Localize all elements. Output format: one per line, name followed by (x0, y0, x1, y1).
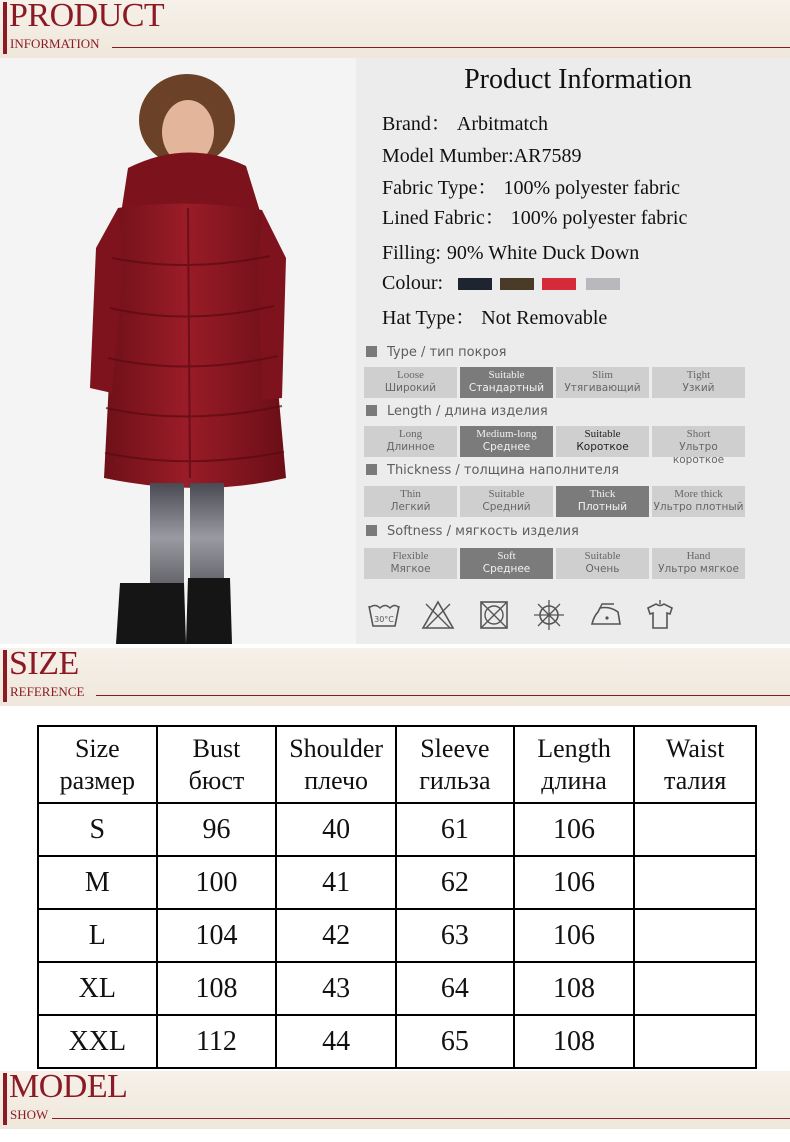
fabric-type-value: 100% polyester fabric (503, 177, 681, 199)
banner-title: PRODUCT (9, 0, 165, 34)
option-ru: Узкий (682, 382, 715, 394)
option-ru: Длинное (386, 441, 435, 453)
wash-temperature: 30°C (374, 615, 394, 624)
bust-cell: 104 (157, 909, 277, 962)
header-length (514, 726, 635, 803)
option-ru: Средний (482, 501, 531, 513)
table-row (38, 909, 756, 962)
wash-30-icon (366, 598, 402, 632)
hat-type-label: Hat Type： (382, 307, 476, 329)
header-ru: размер (59, 765, 136, 795)
sleeve-cell: 61 (396, 803, 514, 856)
waist-cell (634, 1015, 756, 1068)
colour-label: Colour: (382, 272, 444, 294)
header-ru: гильза (419, 765, 491, 795)
bullet-square (366, 525, 377, 536)
type-heading (366, 345, 507, 360)
waist-cell (634, 803, 756, 856)
header-en: Length (537, 733, 611, 763)
option-ru: Ультро мягкое (658, 563, 739, 575)
option-en: Hand (686, 550, 711, 562)
header-bust (157, 726, 277, 803)
length-option-short[interactable] (652, 426, 745, 466)
model-number-row (382, 144, 581, 168)
softness-heading-label: Softness / мягкость изделия (387, 524, 579, 539)
option-en: Long (398, 428, 423, 440)
colour-swatch-grey[interactable] (586, 278, 620, 290)
option-en: Flexible (392, 550, 429, 562)
option-ru: Плотный (577, 501, 628, 513)
length-cell: 108 (514, 1015, 635, 1068)
size-table (37, 725, 757, 1069)
header-ru: бюст (188, 765, 245, 795)
colour-swatch-brown[interactable] (500, 278, 534, 290)
option-en: Short (686, 428, 711, 440)
waist-cell (634, 909, 756, 962)
size-cell: XXL (38, 1015, 157, 1068)
hat-type-value: Not Removable (481, 307, 608, 329)
option-en: Suitable (584, 428, 621, 440)
model-show-banner (0, 1068, 790, 1129)
hat-type-row (382, 306, 607, 330)
waist-cell (634, 962, 756, 1015)
header-ru: длина (541, 765, 607, 795)
thickness-option-thin[interactable] (364, 486, 457, 517)
banner-subtitle: INFORMATION (10, 36, 100, 51)
header-ru: талия (664, 765, 727, 795)
option-en: Suitable (584, 550, 621, 562)
header-en: Sleeve (420, 733, 490, 763)
header-en: Waist (665, 733, 725, 763)
product-info-title: Product Information (464, 64, 692, 95)
header-waist (634, 726, 756, 803)
iron-low-icon (588, 598, 624, 632)
header-ru: плечо (304, 765, 369, 795)
option-en: Suitable (488, 488, 525, 500)
option-en: Medium-long (476, 428, 537, 440)
header-en: Shoulder (289, 733, 384, 763)
product-info-panel (356, 58, 790, 644)
sleeve-cell: 63 (396, 909, 514, 962)
brand-label: Brand： (382, 113, 451, 135)
waist-cell (634, 856, 756, 909)
option-ru: Стандартный (468, 382, 545, 394)
banner-accent-bar (3, 2, 7, 54)
option-ru: Мягкое (390, 563, 431, 575)
sleeve-cell: 64 (396, 962, 514, 1015)
length-option-suitable[interactable] (556, 426, 649, 457)
filling-row (382, 241, 639, 265)
brand-value: Arbitmatch (456, 113, 548, 135)
bullet-square (366, 346, 377, 357)
softness-option-hand[interactable] (652, 548, 745, 579)
size-cell: S (38, 803, 157, 856)
filling-value: 90% White Duck Down (446, 242, 640, 264)
thickness-heading-label: Thickness / толщина наполнителя (387, 463, 619, 478)
hang-dry-icon (642, 598, 678, 632)
product-information-banner (0, 0, 790, 58)
lined-fabric-label: Lined Fabric： (382, 207, 505, 229)
header-shoulder (276, 726, 396, 803)
header-size (38, 726, 157, 803)
filling-label: Filling: (382, 242, 441, 264)
thickness-option-thick[interactable] (556, 486, 649, 517)
length-heading (366, 404, 548, 419)
option-ru: Ультро короткое (672, 441, 725, 466)
type-option-loose[interactable] (364, 367, 457, 398)
bullet-square (366, 405, 377, 416)
softness-option-soft[interactable] (460, 548, 553, 579)
colour-row (382, 271, 443, 295)
colour-swatch-navy[interactable] (458, 278, 492, 290)
banner-rule (96, 695, 790, 696)
length-heading-label: Length / длина изделия (387, 404, 548, 419)
option-en: Thick (589, 488, 616, 500)
length-option-medium-long[interactable] (460, 426, 553, 457)
length-cell: 106 (514, 803, 635, 856)
shoulder-cell: 41 (276, 856, 396, 909)
option-en: Soft (497, 550, 516, 562)
lined-fabric-row (382, 206, 687, 230)
banner-rule (52, 1118, 790, 1119)
header-en: Bust (192, 733, 241, 763)
banner-title: MODEL (9, 1068, 128, 1105)
banner-subtitle: SHOW (10, 1107, 49, 1122)
shoulder-cell: 44 (276, 1015, 396, 1068)
colour-swatch-red[interactable] (542, 278, 576, 290)
bust-cell: 100 (157, 856, 277, 909)
softness-option-flexible[interactable] (364, 548, 457, 579)
model-photo (0, 58, 356, 644)
type-option-suitable[interactable] (460, 367, 553, 398)
thickness-option-more-thick[interactable] (652, 486, 745, 517)
softness-option-suitable[interactable] (556, 548, 649, 579)
softness-heading (366, 524, 579, 539)
banner-accent-bar (3, 1073, 7, 1125)
length-cell: 106 (514, 856, 635, 909)
type-option-tight[interactable] (652, 367, 745, 398)
table-row (38, 803, 756, 856)
shoulder-cell: 42 (276, 909, 396, 962)
model-number-value: AR7589 (513, 145, 582, 167)
thickness-option-suitable[interactable] (460, 486, 553, 517)
table-row (38, 1015, 756, 1068)
length-option-long[interactable] (364, 426, 457, 457)
option-ru: Короткое (576, 441, 629, 453)
no-dry-clean-icon (531, 598, 567, 632)
banner-subtitle: REFERENCE (10, 684, 85, 699)
bust-cell: 96 (157, 803, 277, 856)
banner-accent-bar (3, 650, 7, 702)
header-en: Size (74, 733, 120, 763)
size-reference-banner (0, 645, 790, 706)
header-sleeve (396, 726, 514, 803)
type-option-slim[interactable] (556, 367, 649, 398)
option-ru: Ультро плотный (653, 501, 744, 513)
model-number-label: Model Mumber: (382, 145, 514, 167)
table-row (38, 856, 756, 909)
size-cell: L (38, 909, 157, 962)
brand-row (382, 112, 548, 136)
option-en: Thin (400, 488, 421, 500)
option-ru: Легкий (390, 501, 431, 513)
fabric-type-label: Fabric Type： (382, 177, 498, 199)
size-table-header (38, 726, 756, 803)
banner-title: SIZE (9, 645, 79, 682)
bust-cell: 112 (157, 1015, 277, 1068)
size-cell: M (38, 856, 157, 909)
shoulder-cell: 40 (276, 803, 396, 856)
option-ru: Широкий (384, 382, 437, 394)
length-cell: 108 (514, 962, 635, 1015)
sleeve-cell: 65 (396, 1015, 514, 1068)
option-ru: Среднее (482, 563, 531, 575)
type-heading-label: Type / тип покроя (387, 345, 507, 360)
lined-fabric-value: 100% polyester fabric (510, 207, 688, 229)
option-ru: Очень (585, 563, 620, 575)
thickness-heading (366, 463, 619, 478)
no-tumble-dry-icon (476, 598, 512, 632)
option-en: Suitable (488, 369, 525, 381)
length-cell: 106 (514, 909, 635, 962)
option-en: Tight (686, 369, 711, 381)
option-en: Slim (592, 369, 613, 381)
shoulder-cell: 43 (276, 962, 396, 1015)
no-bleach-icon (420, 598, 456, 632)
size-cell: XL (38, 962, 157, 1015)
sleeve-cell: 62 (396, 856, 514, 909)
option-ru: Среднее (482, 441, 531, 453)
option-en: More thick (674, 488, 723, 500)
fabric-type-row (382, 176, 680, 200)
banner-rule (112, 47, 790, 48)
bust-cell: 108 (157, 962, 277, 1015)
table-row (38, 962, 756, 1015)
option-ru: Утягивающий (564, 382, 641, 394)
option-en: Loose (397, 369, 424, 381)
bullet-square (366, 464, 377, 475)
